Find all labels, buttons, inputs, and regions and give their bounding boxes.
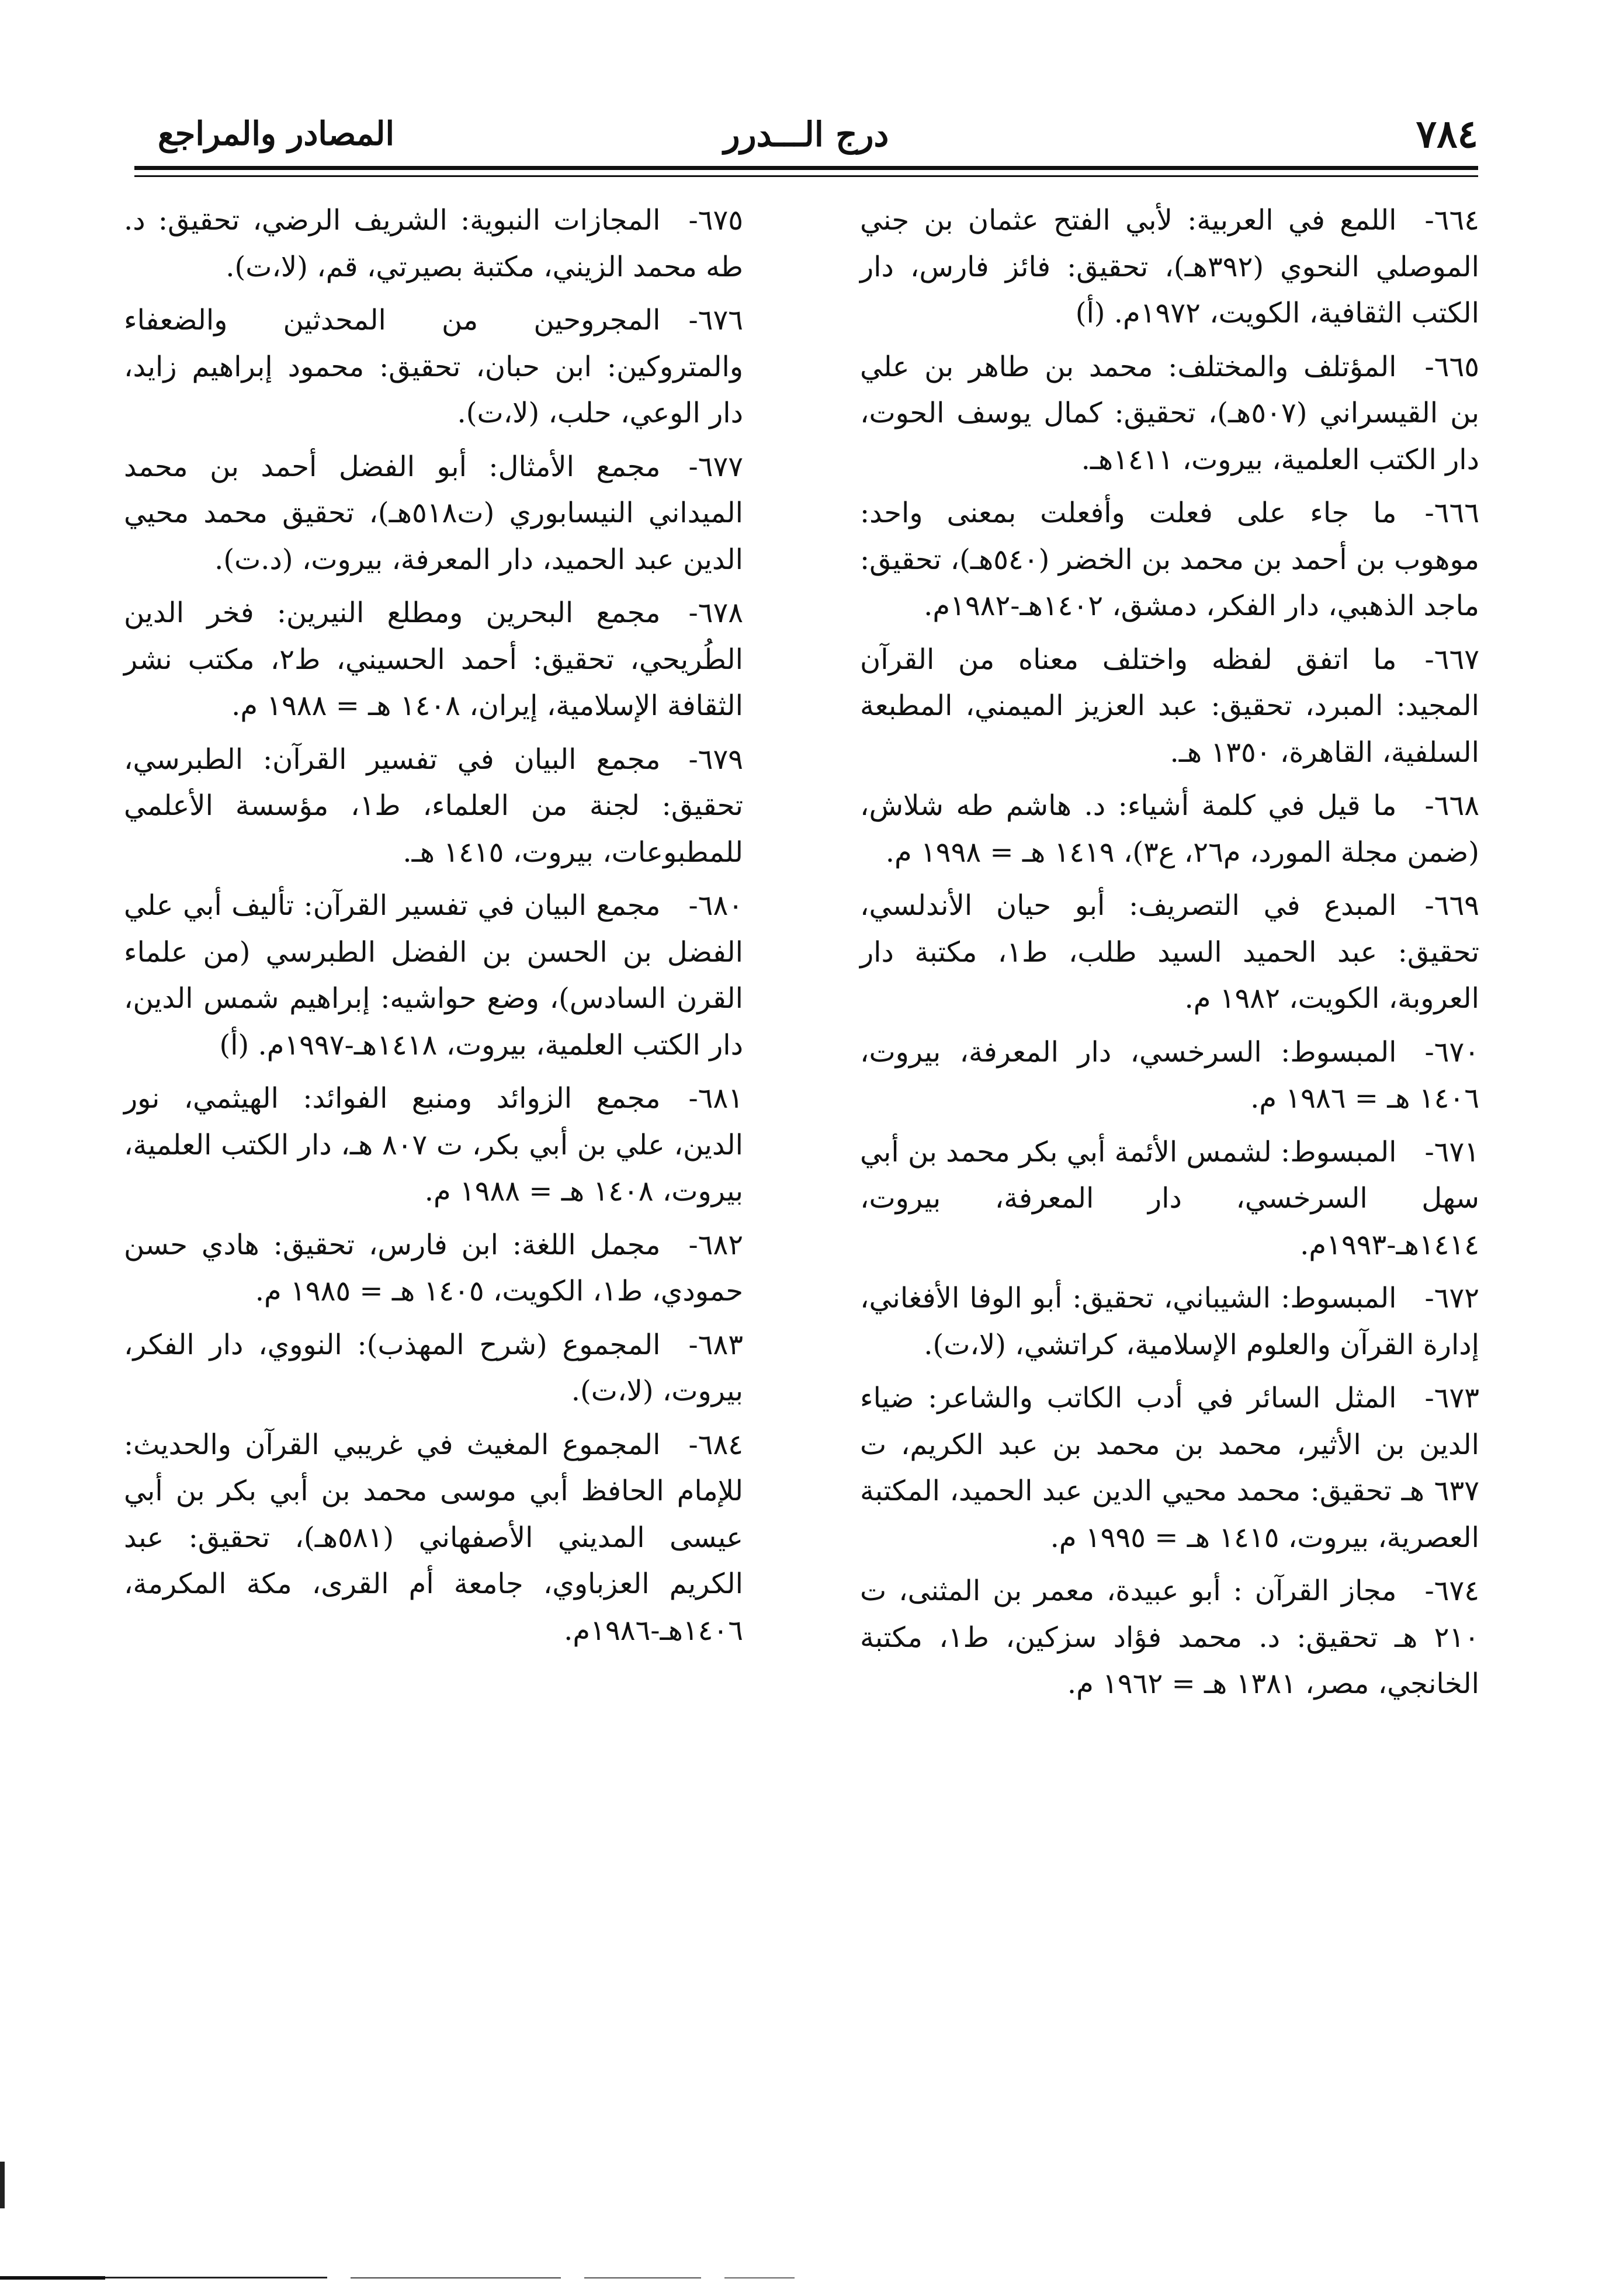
entry-number: ٦٧١-	[1424, 1135, 1479, 1168]
bibliography-entry	[860, 1129, 1479, 1269]
bibliography-entry	[124, 1322, 743, 1415]
entry-number: ٦٨١-	[688, 1082, 743, 1115]
bibliography-entry	[124, 1222, 743, 1315]
bibliography-entry	[860, 783, 1479, 876]
entry-text: مجمع البيان في تفسير القرآن: تأليف أبي علي الفضل بن الحسن بن الفضل الطبرسي (من علماء القرن السادس)، وضع حواشيه: إبراهيم شمس الدين، دار الكتب العلمية، بيروت، ١٤١٨هـ-١٩٩٧م. (أ)	[124, 889, 743, 1062]
entry-number: ٦٧٨-	[688, 596, 743, 629]
bibliography-entry	[860, 883, 1479, 1022]
bibliography-entry	[124, 590, 743, 730]
entry-text: المؤتلف والمختلف: محمد بن طاهر بن علي بن القيسراني (٥٠٧هـ)، تحقيق: كمال يوسف الحوت، دار الكتب العلمية، بيروت، ١٤١١هـ.	[860, 350, 1479, 476]
entry-number: ٦٧٢-	[1424, 1282, 1479, 1315]
entry-text: مجاز القرآن : أبو عبيدة، معمر بن المثنى، ت ٢١٠ هـ تحقيق: د. محمد فؤاد سزكين، ط١، مكتبة الخانجي، مصر، ١٣٨١ هـ = ١٩٦٢ م.	[860, 1574, 1480, 1700]
left-column	[124, 197, 743, 1661]
entry-number: ٦٦٧-	[1424, 643, 1479, 676]
book-title: درج الـــدرر	[723, 115, 889, 154]
entry-text: ما جاء على فعلت وأفعلت بمعنى واحد: موهوب بن أحمد بن محمد بن الخضر (٥٤٠هـ)، تحقيق: ماجد الذهبي، دار الفكر، دمشق، ١٤٠٢هـ-١٩٨٢م.	[860, 497, 1479, 622]
bibliography-entry	[860, 1375, 1479, 1561]
footer-marks	[0, 2261, 1609, 2296]
entry-number: ٦٦٩-	[1424, 889, 1479, 922]
entry-text: مجمع الزوائد ومنبع الفوائد: الهيثمي، نور الدين، علي بن أبي بكر، ت ٨٠٧ هـ، دار الكتب العلمية، بيروت، ١٤٠٨ هـ = ١٩٨٨ م.	[124, 1082, 744, 1208]
entry-text: المبدع في التصريف: أبو حيان الأندلسي، تحقيق: عبد الحميد السيد طلب، ط١، مكتبة دار العروبة، الكويت، ١٩٨٢ م.	[860, 889, 1479, 1015]
bibliography-entry	[860, 1568, 1479, 1708]
right-column	[860, 197, 1479, 1715]
section-title: المصادر والمراجع	[158, 115, 395, 153]
bibliography-entry	[124, 444, 743, 584]
bibliography-entry	[860, 1029, 1479, 1122]
margin-mark	[0, 2162, 5, 2208]
entry-text: المجموع المغيث في غريبي القرآن والحديث: للإمام الحافظ أبي موسى محمد بن أبي بكر بن أبي عيسى المديني الأصفهاني (٥٨١هـ)، تحقيق: عبد الكريم العزباوي، جامعة أم القرى، مكة المكرمة، ١٤٠٦هـ-١٩٨٦م.	[124, 1428, 743, 1647]
entry-number: ٦٧٥-	[688, 204, 743, 237]
header-rule-thick	[134, 166, 1478, 170]
entry-text: مجمع البحرين ومطلع النيرين: فخر الدين الطُريحي، تحقيق: أحمد الحسيني، ط٢، مكتب نشر الثقافة الإسلامية، إيران، ١٤٠٨ هـ = ١٩٨٨ م.	[124, 596, 743, 722]
bibliography-entry	[860, 490, 1479, 630]
entry-number: ٦٨٢-	[688, 1228, 743, 1261]
entry-text: اللمع في العربية: لأبي الفتح عثمان بن جني الموصلي النحوي (٣٩٢هـ)، تحقيق: فائز فارس، دار الكتب الثقافية، الكويت، ١٩٧٢م. (أ)	[860, 204, 1480, 330]
entry-text: مجمع الأمثال: أبو الفضل أحمد بن محمد الميداني النيسابوري (ت٥١٨هـ)، تحقيق محمد محيي الدين عبد الحميد، دار المعرفة، بيروت، (د.ت).	[124, 450, 743, 576]
entry-text: مجمل اللغة: ابن فارس، تحقيق: هادي حسن حمودي، ط١، الكويت، ١٤٠٥ هـ = ١٩٨٥ م.	[124, 1228, 743, 1307]
bibliography-entry	[860, 637, 1479, 776]
entry-number: ٦٨٤-	[688, 1428, 743, 1461]
entry-text: المثل السائر في أدب الكاتب والشاعر: ضياء الدين بن الأثير، محمد بن محمد بن عبد الكريم، ت ٦٣٧ هـ تحقيق: محمد محيي الدين عبد الحميد، المكتبة العصرية، بيروت، ١٤١٥ هـ = ١٩٩٥ م.	[860, 1382, 1479, 1554]
entry-number: ٦٦٨-	[1424, 789, 1479, 822]
bibliography-entry	[124, 197, 743, 290]
header-rule-thin	[134, 175, 1478, 177]
entry-text: المبسوط: لشمس الأئمة أبي بكر محمد بن أبي سهل السرخسي، دار المعرفة، بيروت، ١٤١٤هـ-١٩٩٣م.	[860, 1135, 1479, 1261]
bibliography-entry	[124, 1076, 743, 1215]
page-number: ٧٨٤	[1416, 111, 1478, 157]
entry-number: ٦٧٠-	[1424, 1035, 1479, 1069]
entry-number: ٦٧٩-	[688, 743, 743, 776]
entry-number: ٦٧٧-	[688, 450, 743, 483]
entry-number: ٦٧٣-	[1424, 1382, 1479, 1414]
entry-text: مجمع البيان في تفسير القرآن: الطبرسي، تحقيق: لجنة من العلماء، ط١، مؤسسة الأعلمي للمطبوعات، بيروت، ١٤١٥ هـ.	[124, 743, 743, 869]
footer-mark	[724, 2277, 795, 2278]
entry-text: ما قيل في كلمة أشياء: د. هاشم طه شلاش، (ضمن مجلة المورد، م٢٦، ع٣)، ١٤١٩ هـ = ١٩٩٨ م.	[860, 789, 1479, 869]
entry-text: المبسوط: الشيباني، تحقيق: أبو الوفا الأفغاني، إدارة القرآن والعلوم الإسلامية، كراتشي، (لا،ت).	[860, 1282, 1479, 1361]
entry-number: ٦٨٣-	[688, 1328, 743, 1361]
entry-number: ٦٨٠-	[688, 889, 743, 922]
entry-text: المبسوط: السرخسي، دار المعرفة، بيروت، ١٤٠٦ هـ = ١٩٨٦ م.	[860, 1035, 1479, 1115]
entry-number: ٦٧٤-	[1424, 1574, 1479, 1607]
page-header	[134, 111, 1478, 165]
entry-text: المجازات النبوية: الشريف الرضي، تحقيق: د. طه محمد الزيني، مكتبة بصيرتي، قم، (لا،ت).	[124, 204, 743, 283]
entry-number: ٦٦٤-	[1424, 204, 1479, 237]
entry-text: المجروحين من المحدثين والضعفاء والمتروكين: ابن حبان، تحقيق: محمود إبراهيم زايد، دار الوعي، حلب، (لا،ت).	[124, 304, 743, 429]
bibliography-entry	[124, 883, 743, 1069]
entry-number: ٦٧٦-	[688, 304, 743, 337]
bibliography-entry	[860, 197, 1479, 337]
entry-text: المجموع (شرح المهذب): النووي، دار الفكر، بيروت، (لا،ت).	[124, 1328, 743, 1407]
bibliography-entry	[124, 1422, 743, 1655]
footer-mark	[0, 2276, 105, 2280]
footer-mark	[105, 2277, 327, 2278]
entry-number: ٦٦٦-	[1424, 497, 1479, 529]
entry-text: ما اتفق لفظه واختلف معناه من القرآن المجيد: المبرد، تحقيق: عبد العزيز الميمني، المطبعة السلفية، القاهرة، ١٣٥٠ هـ.	[860, 643, 1479, 769]
footer-mark	[584, 2277, 701, 2278]
footer-mark	[351, 2277, 561, 2278]
bibliography-entry	[124, 297, 743, 437]
bibliography-entry	[860, 1275, 1479, 1368]
bibliography-entry	[860, 344, 1479, 484]
entry-number: ٦٦٥-	[1424, 350, 1479, 383]
bibliography-entry	[124, 737, 743, 876]
